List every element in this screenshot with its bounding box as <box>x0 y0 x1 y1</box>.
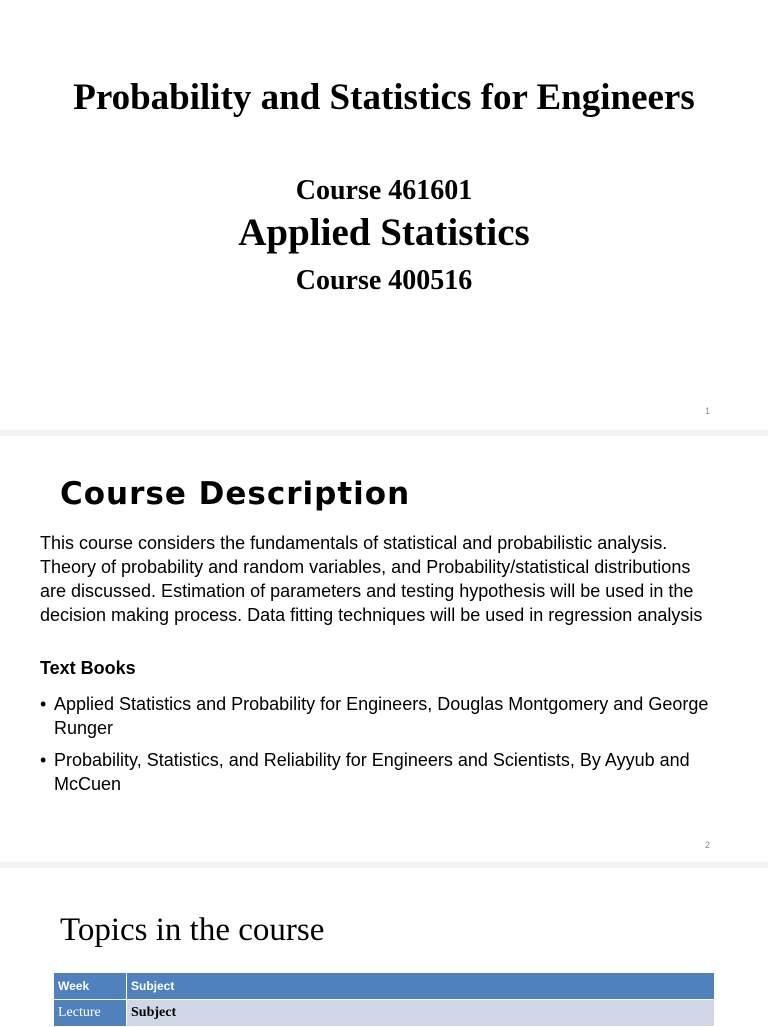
course-number-2: Course 400516 <box>295 265 473 296</box>
table-header-cell: Subject <box>127 973 715 1000</box>
text-books-heading: Text Books <box>40 658 136 678</box>
title-line-1: Probability and Statistics for Engineers <box>73 77 695 118</box>
book-title: Applied Statistics and Probability for Engineers, Douglas Montgomery and George Runger <box>54 694 709 738</box>
course-description-text: This course considers the fundamentals of statistical and probabilistic analysis. Theory of probability and random variables, and Probability/statistical distributions are discussed. Estimation of parameters and testing hypothesis will be used in the decision making process. Data fitting techniques will be used in regression analysis <box>40 533 703 625</box>
slide-2 <box>0 436 768 862</box>
slide-1 <box>0 0 768 430</box>
bullet-icon: • <box>40 694 47 714</box>
slide-3 <box>0 868 768 1024</box>
topics-table <box>53 972 715 1027</box>
topics-title: Topics in the course <box>60 912 325 948</box>
list-item <box>40 748 720 796</box>
table-header-cell: Week <box>54 973 127 1000</box>
page-number: 1 <box>704 406 710 416</box>
text-books-list <box>40 692 720 804</box>
section-heading: Course Description <box>60 476 411 512</box>
slide-title <box>0 76 768 120</box>
table-row <box>54 1000 715 1027</box>
slide-subtitle: Applied Statistics <box>238 211 530 254</box>
list-item <box>40 692 720 740</box>
page-number: 2 <box>704 840 710 850</box>
table-cell: Lecture <box>54 1000 127 1027</box>
table-header-row <box>54 973 715 1000</box>
table-cell: Subject <box>127 1000 715 1027</box>
bullet-icon: • <box>40 750 47 770</box>
book-title: Probability, Statistics, and Reliability for Engineers and Scientists, By Ayyub and McCuen <box>54 750 690 794</box>
course-number-1: Course 461601 <box>295 175 473 206</box>
